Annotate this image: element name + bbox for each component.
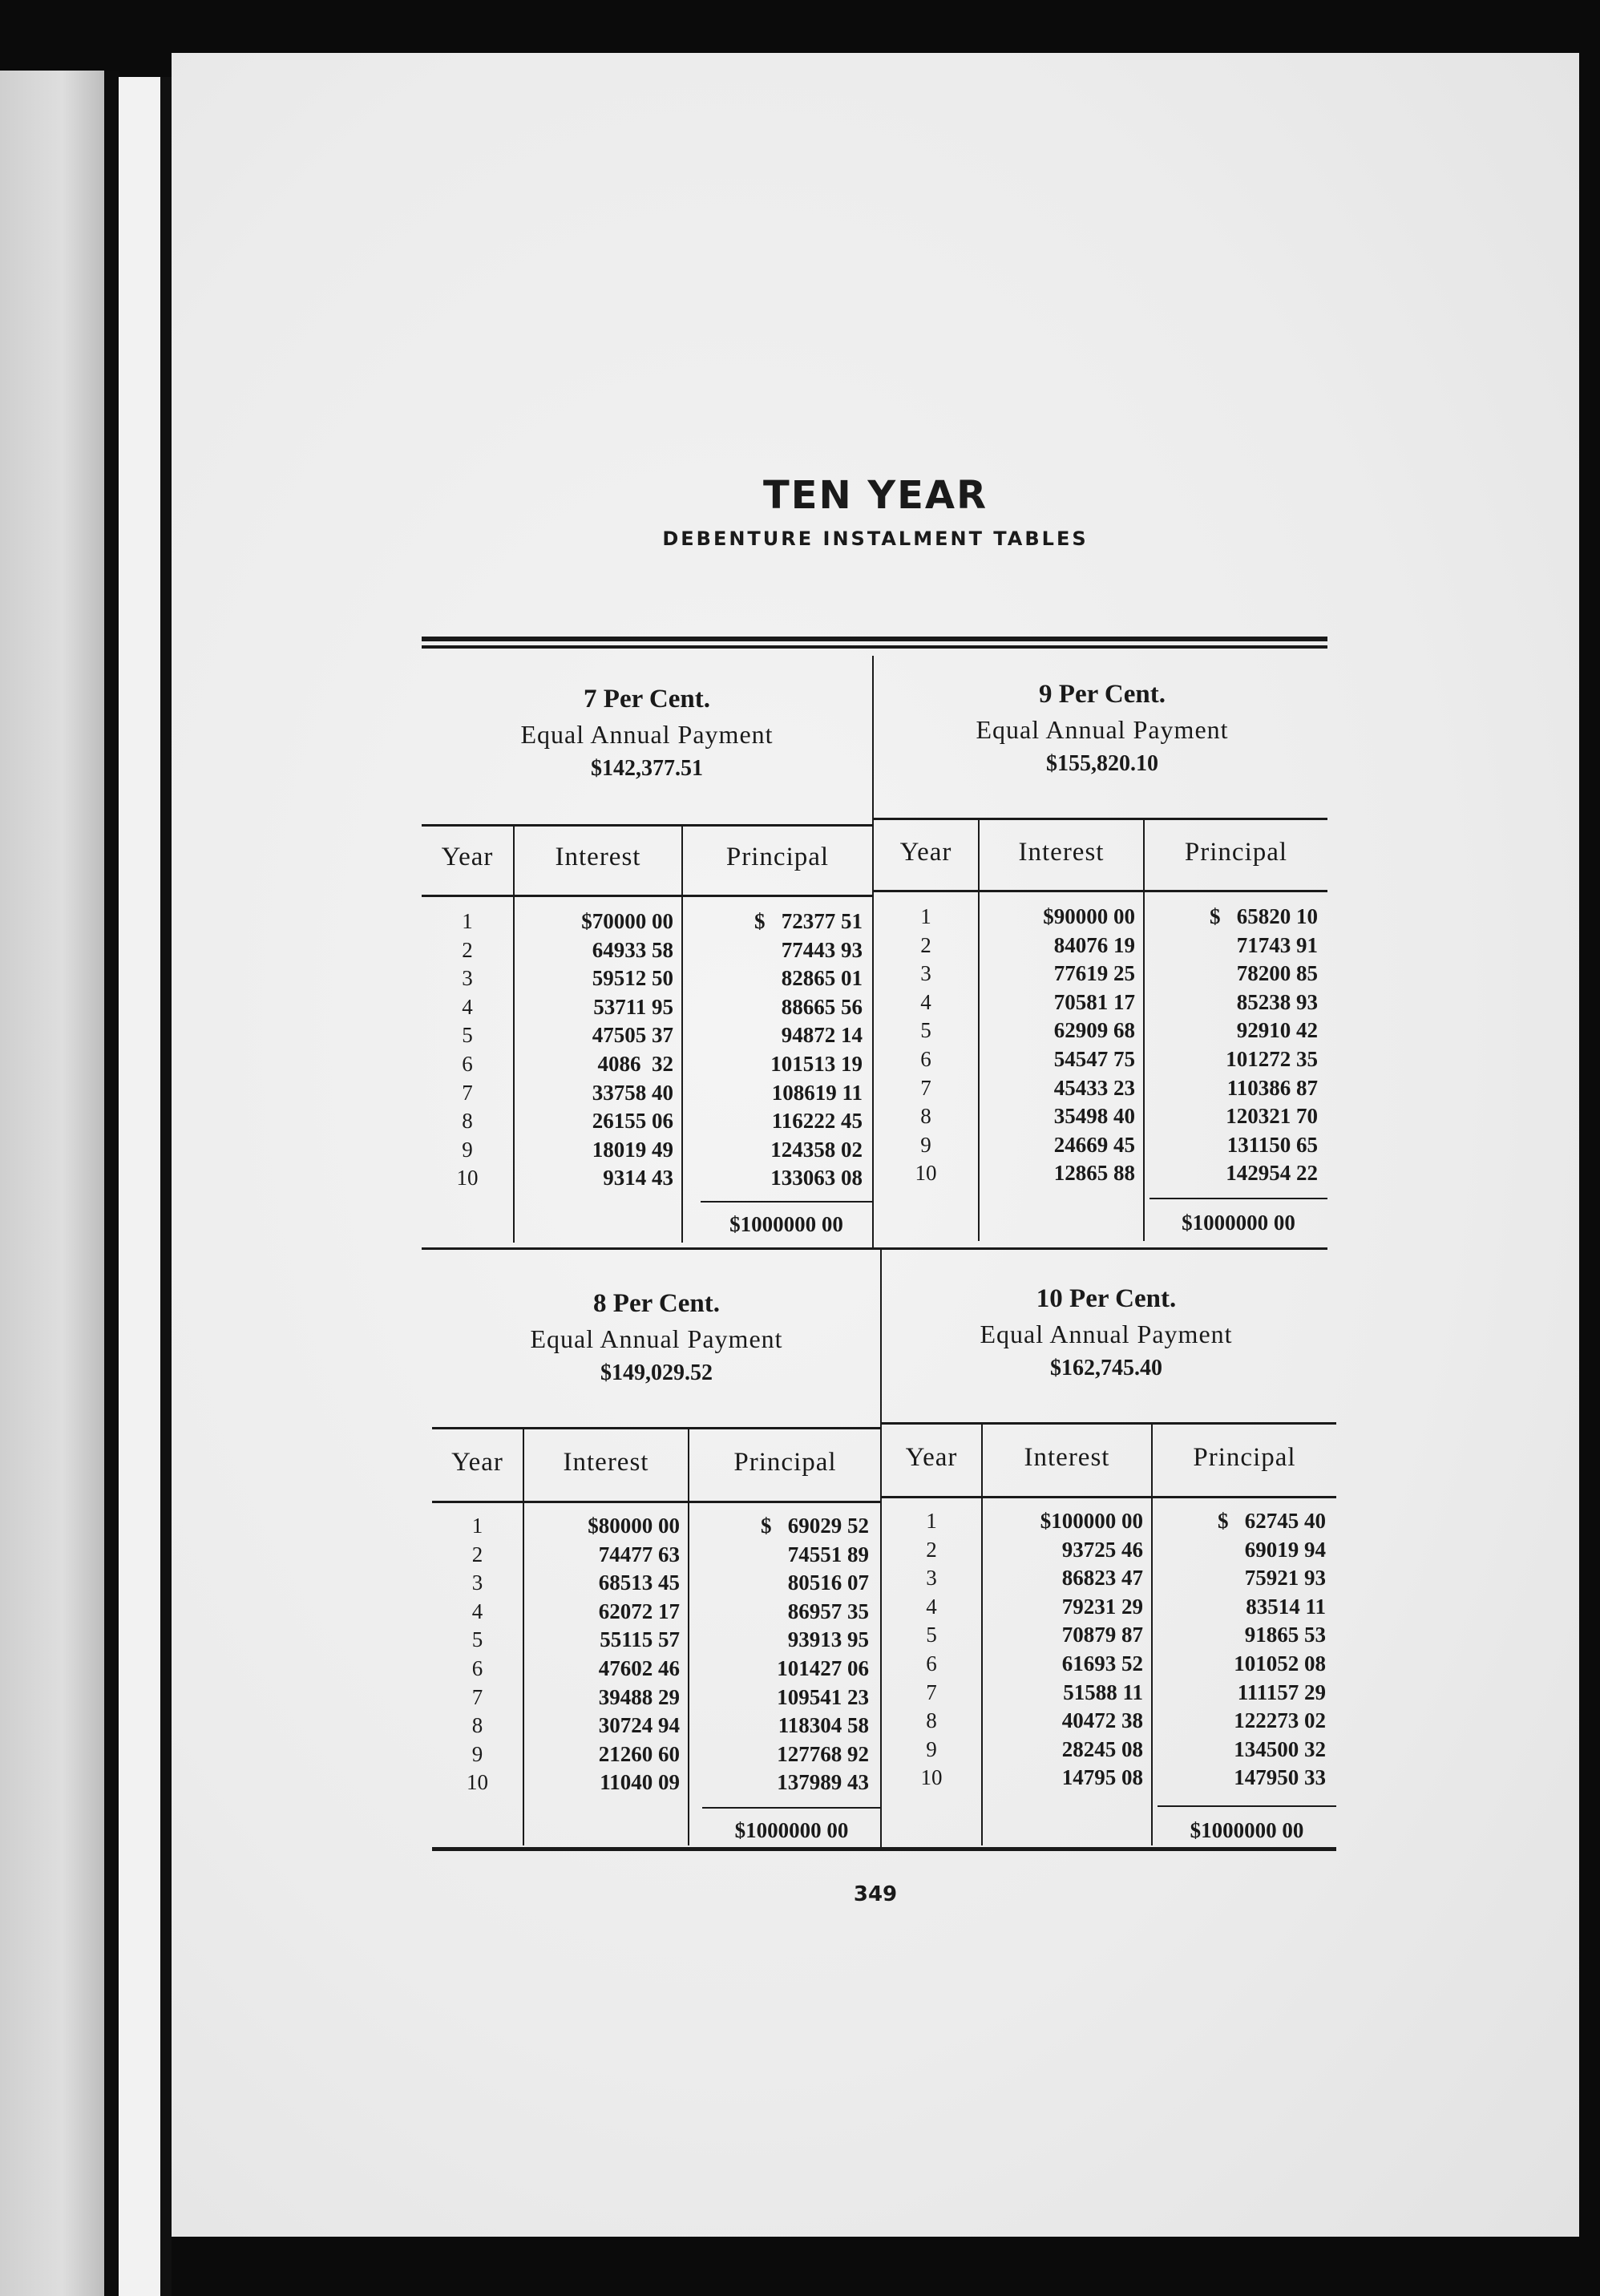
year-cell: 4 bbox=[920, 989, 931, 1014]
year-cell: 6 bbox=[926, 1651, 937, 1676]
interest-cell: 21260 60 bbox=[598, 1741, 680, 1766]
table-row bbox=[422, 1164, 872, 1192]
interest-cell: 68513 45 bbox=[598, 1570, 680, 1595]
t10-header-top-rule bbox=[882, 1422, 1336, 1425]
year-cell: 2 bbox=[462, 937, 473, 962]
table-row bbox=[874, 960, 1327, 988]
interest-cell: 35498 40 bbox=[1053, 1104, 1135, 1129]
interest-cell: 40472 38 bbox=[1061, 1708, 1143, 1733]
principal-cell: 110386 87 bbox=[1226, 1075, 1318, 1100]
interest-cell: 86823 47 bbox=[1061, 1566, 1143, 1591]
principal-cell: $ 69029 52 bbox=[761, 1514, 869, 1538]
binding-line bbox=[160, 77, 172, 2296]
interest-cell: 62072 17 bbox=[598, 1599, 680, 1623]
principal-cell: 101427 06 bbox=[777, 1656, 869, 1680]
table-row bbox=[882, 1564, 1336, 1592]
table-row bbox=[874, 1131, 1327, 1159]
principal-cell: 93913 95 bbox=[787, 1627, 869, 1652]
year-cell: 10 bbox=[920, 1765, 943, 1790]
table-row bbox=[422, 993, 872, 1021]
year-cell: 1 bbox=[920, 904, 931, 928]
interest-cell: 51588 11 bbox=[1063, 1680, 1143, 1704]
year-cell: 1 bbox=[926, 1509, 937, 1533]
table-row bbox=[432, 1626, 881, 1654]
interest-cell: 70581 17 bbox=[1053, 989, 1135, 1014]
principal-cell: 124358 02 bbox=[770, 1137, 863, 1162]
year-cell: 7 bbox=[926, 1680, 937, 1704]
table-row bbox=[422, 964, 872, 992]
page-title: TEN YEAR bbox=[762, 473, 988, 518]
section-7-rate: 7 Per Cent. bbox=[584, 685, 710, 713]
section-8-amount: $149,029.52 bbox=[600, 1360, 713, 1385]
year-cell: 7 bbox=[920, 1075, 931, 1100]
table-row bbox=[432, 1655, 881, 1683]
interest-cell: 47602 46 bbox=[598, 1656, 680, 1680]
principal-cell: 147950 33 bbox=[1234, 1765, 1326, 1790]
year-cell: 1 bbox=[462, 909, 473, 933]
interest-cell: 54547 75 bbox=[1053, 1047, 1135, 1071]
year-cell: 5 bbox=[926, 1623, 937, 1647]
table-row bbox=[432, 1740, 881, 1768]
principal-cell: 94872 14 bbox=[781, 1023, 863, 1048]
principal-cell: 137989 43 bbox=[777, 1770, 869, 1795]
top-double-rule-upper bbox=[422, 637, 1327, 641]
principal-cell: $ 65820 10 bbox=[1210, 904, 1318, 928]
t8-total: $1000000 00 bbox=[734, 1818, 849, 1842]
interest-cell: 14795 08 bbox=[1061, 1765, 1143, 1790]
interest-cell: 47505 37 bbox=[592, 1023, 673, 1048]
interest-cell: $80000 00 bbox=[588, 1514, 680, 1538]
year-cell: 3 bbox=[462, 966, 473, 991]
table-row bbox=[874, 1074, 1327, 1102]
middle-rule bbox=[422, 1247, 1327, 1250]
page-number: 349 bbox=[853, 1882, 898, 1906]
principal-cell: 127768 92 bbox=[777, 1741, 869, 1766]
section-7-label: Equal Annual Payment bbox=[520, 720, 774, 749]
interest-cell: 77619 25 bbox=[1053, 961, 1135, 986]
principal-cell: 109541 23 bbox=[777, 1684, 869, 1709]
section-10-percent-header bbox=[882, 1281, 1331, 1385]
interest-cell: 30724 94 bbox=[598, 1713, 680, 1738]
adjacent-page-edge bbox=[0, 71, 104, 2296]
principal-cell: 74551 89 bbox=[787, 1542, 869, 1566]
table-row bbox=[874, 1102, 1327, 1130]
t8-header-interest: Interest bbox=[563, 1448, 649, 1477]
year-cell: 7 bbox=[462, 1080, 473, 1105]
year-cell: 8 bbox=[471, 1713, 483, 1738]
interest-cell: 64933 58 bbox=[592, 937, 673, 962]
year-cell: 6 bbox=[920, 1047, 931, 1071]
principal-cell: 86957 35 bbox=[787, 1599, 869, 1623]
principal-cell: $ 72377 51 bbox=[754, 909, 863, 933]
year-cell: 9 bbox=[471, 1741, 483, 1766]
t8-table-body bbox=[432, 1512, 881, 1801]
t10-header-principal: Principal bbox=[1193, 1443, 1296, 1472]
interest-cell: 28245 08 bbox=[1061, 1736, 1143, 1761]
principal-cell: 133063 08 bbox=[770, 1166, 863, 1190]
book-page bbox=[172, 53, 1579, 2237]
principal-cell: 71743 91 bbox=[1236, 932, 1318, 957]
t8-total-rule bbox=[702, 1807, 881, 1809]
section-8-label: Equal Annual Payment bbox=[530, 1324, 783, 1353]
table-row bbox=[432, 1569, 881, 1597]
principal-cell: 101052 08 bbox=[1234, 1651, 1326, 1676]
year-cell: 2 bbox=[471, 1542, 483, 1566]
t7-header-bottom-rule bbox=[422, 895, 872, 897]
interest-cell: 59512 50 bbox=[592, 966, 673, 991]
table-row bbox=[422, 936, 872, 964]
page-subtitle: DEBENTURE INSTALMENT TABLES bbox=[662, 528, 1089, 550]
year-cell: 9 bbox=[462, 1137, 473, 1162]
year-cell: 3 bbox=[471, 1570, 483, 1595]
principal-cell: 80516 07 bbox=[787, 1570, 869, 1595]
t7-table-body bbox=[422, 907, 872, 1196]
principal-cell: 131150 65 bbox=[1226, 1132, 1318, 1157]
year-cell: 2 bbox=[920, 932, 931, 957]
principal-cell: 78200 85 bbox=[1236, 961, 1318, 986]
year-cell: 6 bbox=[462, 1052, 473, 1076]
section-7-percent-header bbox=[422, 681, 872, 786]
table-row bbox=[432, 1712, 881, 1740]
principal-cell: 111157 29 bbox=[1237, 1680, 1326, 1704]
year-cell: 3 bbox=[920, 961, 931, 986]
binding-shadow bbox=[104, 71, 119, 2296]
t10-total: $1000000 00 bbox=[1190, 1818, 1304, 1842]
year-cell: 8 bbox=[926, 1708, 937, 1733]
interest-cell: 84076 19 bbox=[1053, 932, 1135, 957]
principal-cell: 92910 42 bbox=[1236, 1018, 1318, 1043]
interest-cell: 70879 87 bbox=[1061, 1623, 1143, 1647]
table-row bbox=[882, 1679, 1336, 1707]
t9-header-principal: Principal bbox=[1184, 838, 1288, 867]
principal-cell: 122273 02 bbox=[1234, 1708, 1326, 1733]
table-row bbox=[422, 907, 872, 936]
principal-cell: 91865 53 bbox=[1244, 1623, 1326, 1647]
principal-cell: 77443 93 bbox=[781, 937, 863, 962]
t10-table-body bbox=[882, 1507, 1336, 1796]
interest-cell: 39488 29 bbox=[598, 1684, 680, 1709]
interest-cell: 45433 23 bbox=[1053, 1075, 1135, 1100]
table-row bbox=[874, 903, 1327, 931]
principal-cell: 75921 93 bbox=[1244, 1566, 1326, 1591]
principal-cell: $ 62745 40 bbox=[1218, 1509, 1326, 1533]
year-cell: 9 bbox=[926, 1736, 937, 1761]
table-row bbox=[882, 1707, 1336, 1735]
interest-cell: $70000 00 bbox=[581, 909, 673, 933]
year-cell: 10 bbox=[456, 1166, 479, 1190]
t8-header-year: Year bbox=[451, 1448, 503, 1477]
t9-header-interest: Interest bbox=[1018, 838, 1105, 867]
year-cell: 6 bbox=[471, 1656, 483, 1680]
table-row bbox=[422, 1050, 872, 1078]
year-cell: 10 bbox=[467, 1770, 488, 1795]
year-cell: 8 bbox=[462, 1109, 473, 1134]
table-row bbox=[432, 1512, 881, 1540]
t9-header-year: Year bbox=[899, 838, 952, 867]
table-row bbox=[882, 1507, 1336, 1535]
t9-header-bottom-rule bbox=[874, 890, 1327, 892]
principal-cell: 120321 70 bbox=[1226, 1104, 1318, 1129]
t10-total-rule bbox=[1158, 1805, 1336, 1807]
principal-cell: 116222 45 bbox=[771, 1109, 863, 1134]
interest-cell: $90000 00 bbox=[1043, 904, 1135, 928]
interest-cell: 12865 88 bbox=[1053, 1161, 1135, 1186]
section-8-rate: 8 Per Cent. bbox=[593, 1289, 720, 1318]
t9-header-top-rule bbox=[874, 818, 1327, 820]
interest-cell: 79231 29 bbox=[1061, 1594, 1143, 1619]
year-cell: 9 bbox=[920, 1132, 931, 1157]
t9-table-body bbox=[874, 903, 1327, 1191]
year-cell: 4 bbox=[926, 1594, 937, 1619]
section-7-amount: $142,377.51 bbox=[591, 756, 703, 781]
year-cell: 5 bbox=[462, 1023, 473, 1048]
interest-cell: 62909 68 bbox=[1053, 1018, 1135, 1043]
year-cell: 5 bbox=[471, 1627, 483, 1652]
table-row bbox=[874, 1017, 1327, 1045]
table-row bbox=[874, 1159, 1327, 1187]
table-row bbox=[422, 1079, 872, 1107]
year-cell: 3 bbox=[926, 1566, 937, 1591]
section-9-percent-header bbox=[877, 677, 1327, 781]
t8-header-top-rule bbox=[432, 1427, 881, 1429]
principal-cell: 82865 01 bbox=[781, 966, 863, 991]
t10-header-interest: Interest bbox=[1024, 1443, 1110, 1472]
year-cell: 2 bbox=[926, 1537, 937, 1562]
table-row bbox=[874, 1045, 1327, 1073]
t9-total-rule bbox=[1149, 1198, 1327, 1199]
table-row bbox=[432, 1768, 881, 1797]
t7-total: $1000000 00 bbox=[729, 1212, 843, 1236]
section-10-amount: $162,745.40 bbox=[1050, 1356, 1162, 1380]
year-cell: 10 bbox=[915, 1161, 937, 1186]
principal-cell: 85238 93 bbox=[1236, 989, 1318, 1014]
interest-cell: 93725 46 bbox=[1061, 1537, 1143, 1562]
year-cell: 5 bbox=[920, 1018, 931, 1043]
t10-header-bottom-rule bbox=[882, 1496, 1336, 1498]
binding-strip bbox=[119, 77, 160, 2296]
t8-header-principal: Principal bbox=[733, 1448, 837, 1477]
principal-cell: 101272 35 bbox=[1226, 1047, 1318, 1071]
interest-cell: 53711 95 bbox=[593, 994, 673, 1019]
section-9-amount: $155,820.10 bbox=[1046, 751, 1158, 776]
top-double-rule-lower bbox=[422, 645, 1327, 649]
table-row bbox=[882, 1621, 1336, 1649]
t7-header-top-rule bbox=[422, 824, 872, 827]
interest-cell: 33758 40 bbox=[592, 1080, 673, 1105]
t7-header-principal: Principal bbox=[725, 843, 830, 871]
interest-cell: 55115 57 bbox=[600, 1627, 680, 1652]
t7-header-interest: Interest bbox=[555, 843, 641, 871]
table-row bbox=[422, 1136, 872, 1164]
principal-cell: 83514 11 bbox=[1246, 1594, 1326, 1619]
interest-cell: 11040 09 bbox=[600, 1770, 680, 1795]
section-10-rate: 10 Per Cent. bbox=[1036, 1284, 1177, 1313]
bottom-rule bbox=[432, 1847, 1336, 1851]
table-row bbox=[432, 1684, 881, 1712]
section-10-label: Equal Annual Payment bbox=[980, 1320, 1233, 1348]
table-row bbox=[882, 1536, 1336, 1564]
table-row bbox=[882, 1736, 1336, 1764]
section-9-rate: 9 Per Cent. bbox=[1039, 680, 1166, 709]
table-row bbox=[874, 988, 1327, 1017]
interest-cell: 24669 45 bbox=[1053, 1132, 1135, 1157]
principal-cell: 69019 94 bbox=[1244, 1537, 1326, 1562]
section-8-percent-header bbox=[432, 1286, 881, 1390]
table-row bbox=[882, 1764, 1336, 1792]
year-cell: 7 bbox=[471, 1684, 483, 1709]
interest-cell: 74477 63 bbox=[598, 1542, 680, 1566]
year-cell: 8 bbox=[920, 1104, 931, 1129]
table-row bbox=[882, 1593, 1336, 1621]
interest-cell: $100000 00 bbox=[1040, 1509, 1143, 1533]
year-cell: 4 bbox=[471, 1599, 483, 1623]
t9-total: $1000000 00 bbox=[1182, 1211, 1295, 1235]
interest-cell: 61693 52 bbox=[1061, 1651, 1143, 1676]
year-cell: 4 bbox=[462, 994, 473, 1019]
table-row bbox=[432, 1598, 881, 1626]
year-cell: 1 bbox=[471, 1514, 483, 1538]
interest-cell: 4086 32 bbox=[597, 1052, 673, 1076]
principal-cell: 134500 32 bbox=[1234, 1736, 1326, 1761]
table-row bbox=[422, 1107, 872, 1135]
table-row bbox=[874, 932, 1327, 960]
interest-cell: 18019 49 bbox=[592, 1137, 673, 1162]
t7-header-year: Year bbox=[441, 843, 494, 871]
table-row bbox=[882, 1650, 1336, 1678]
interest-cell: 9314 43 bbox=[603, 1166, 673, 1190]
table-row bbox=[422, 1021, 872, 1049]
t8-header-bottom-rule bbox=[432, 1501, 881, 1503]
principal-cell: 88665 56 bbox=[781, 994, 863, 1019]
t10-header-year: Year bbox=[905, 1443, 958, 1472]
table-row bbox=[432, 1541, 881, 1569]
t7-total-rule bbox=[701, 1201, 872, 1203]
principal-cell: 101513 19 bbox=[770, 1052, 863, 1076]
section-9-label: Equal Annual Payment bbox=[976, 715, 1229, 744]
principal-cell: 118304 58 bbox=[778, 1713, 869, 1738]
principal-cell: 142954 22 bbox=[1226, 1161, 1318, 1186]
interest-cell: 26155 06 bbox=[592, 1109, 673, 1134]
principal-cell: 108619 11 bbox=[771, 1080, 863, 1105]
